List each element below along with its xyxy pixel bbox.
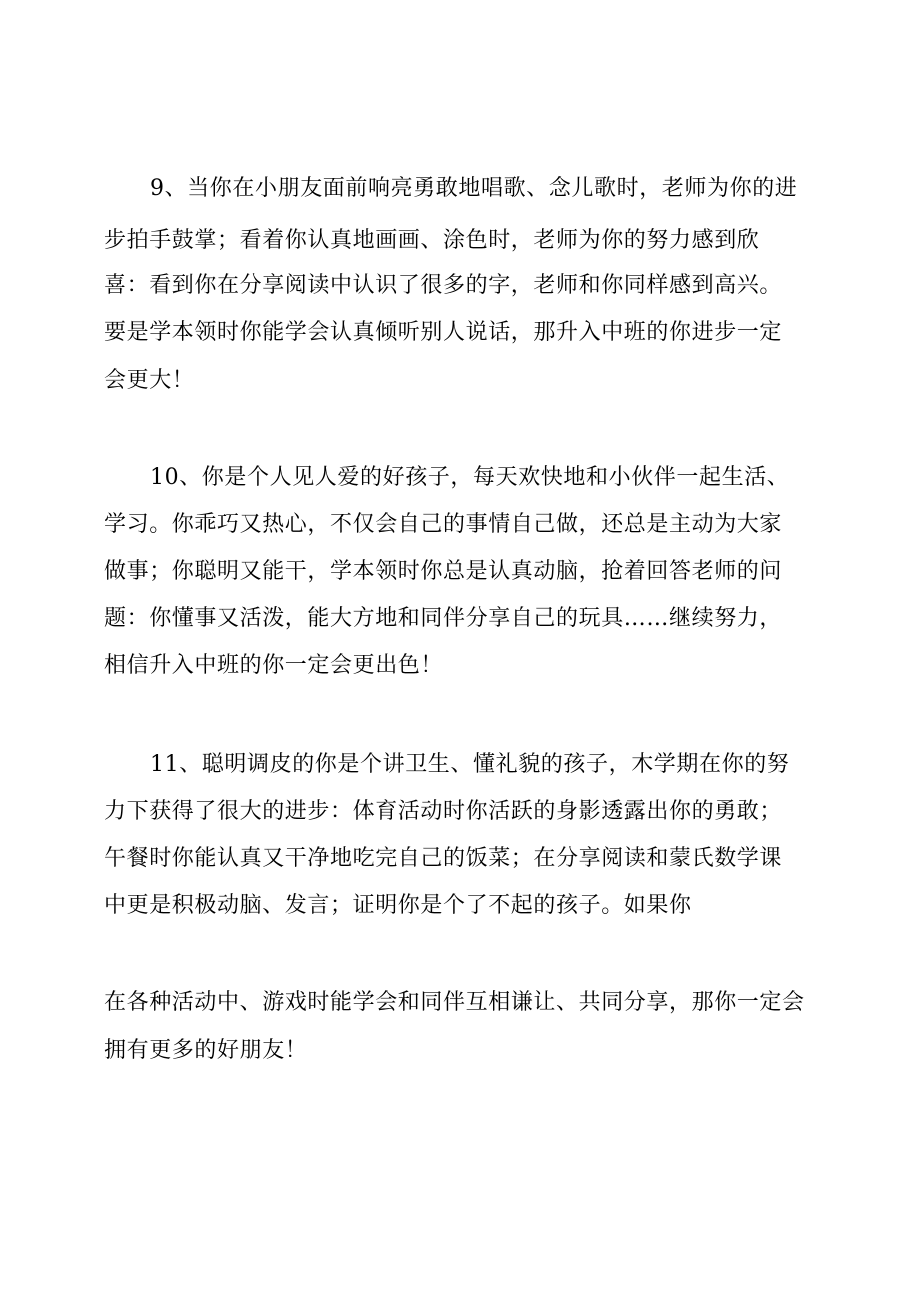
- paragraph-11-line-2: 力下获得了很大的进步：体育活动时你活跃的身影透露出你的勇敢；: [104, 799, 783, 824]
- continuation-line-1: 在各种活动中、游戏时能学会和同伴互相谦让、共同分享，那你一定会: [104, 990, 805, 1015]
- paragraph-10-line-1: 10、你是个人见人爱的好孩子，每天欢快地和小伙伴一起生活、: [150, 465, 790, 490]
- paragraph-9-line-2: 步拍手鼓掌；看着你认真地画画、涂色时，老师为你的努力感到欣: [104, 228, 760, 253]
- paragraph-11-line-4: 中更是积极动脑、发言；证明你是个了不起的孩子。如果你: [104, 893, 692, 918]
- paragraph-9-line-3: 喜：看到你在分享阅读中认识了很多的字，老师和你同样感到高兴。: [104, 273, 783, 298]
- continuation-line-2: 拥有更多的好朋友！: [104, 1038, 308, 1063]
- paragraph-10-line-3: 做事；你聪明又能干，学本领时你总是认真动脑，抢着回答老师的问: [104, 559, 783, 584]
- paragraph-10-line-5: 相信升入中班的你一定会更出色！: [104, 653, 444, 678]
- paragraph-9-line-1: 9、当你在小朋友面前响亮勇敢地唱歌、念儿歌时，老师为你的进: [150, 176, 798, 201]
- paragraph-10-line-2: 学习。你乖巧又热心，不仅会自己的事情自己做，还总是主动为大家: [104, 512, 783, 537]
- paragraph-11-line-3: 午餐时你能认真又干净地吃完自己的饭菜；在分享阅读和蒙氏数学课: [104, 846, 783, 871]
- paragraph-9-line-4: 要是学本领时你能学会认真倾听别人说话，那升入中班的你进步一定: [104, 320, 783, 345]
- paragraph-11-line-1: 11、聪明调皮的你是个讲卫生、懂礼貌的孩子，木学期在你的努: [150, 752, 790, 777]
- paragraph-9-line-5: 会更大！: [104, 368, 195, 393]
- paragraph-10-line-4: 题：你懂事又活泼，能大方地和同伴分享自己的玩具……继续努力，: [104, 606, 783, 631]
